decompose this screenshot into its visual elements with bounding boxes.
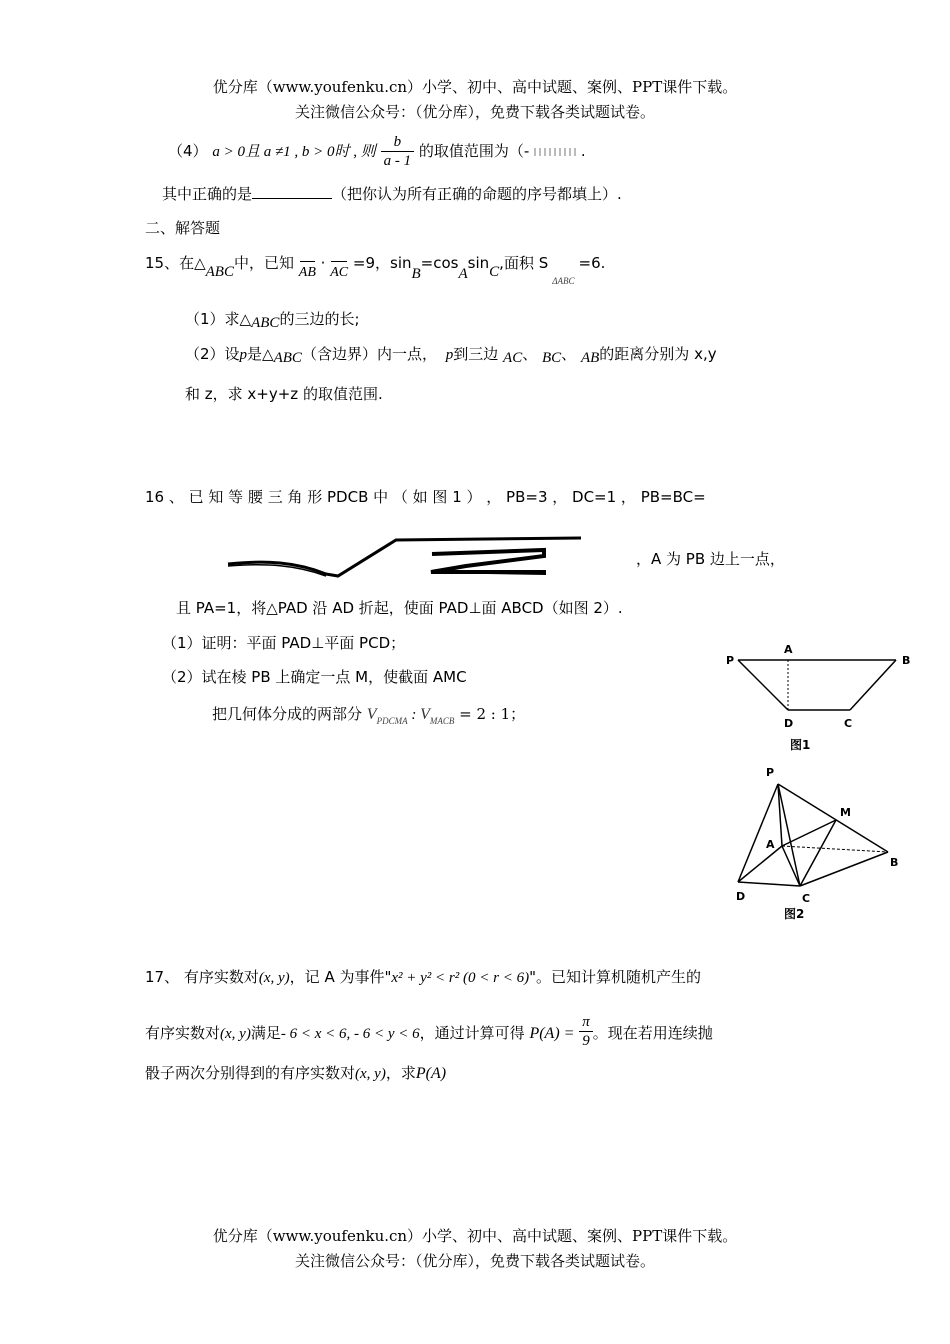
q15-part2-text4: 的距离分别为 x,y — [599, 345, 717, 363]
volume-v2: V — [420, 706, 430, 723]
triangle-abc: ABC — [273, 350, 302, 366]
angle-c: C — [489, 264, 500, 280]
q17-text9: ，求 — [385, 1064, 416, 1082]
fig2-label-m: M — [840, 806, 851, 819]
fraction-numerator: π — [579, 1013, 593, 1032]
q16-line1: 16 、 已 知 等 腰 三 角 形 PDCB 中 （ 如 图 1 ） ， PB=3 ， DC=1 ， PB=BC= — [145, 488, 706, 506]
side-bc: BC — [542, 350, 562, 366]
angle-a: A — [458, 266, 468, 282]
fig2-label-a: A — [766, 838, 775, 851]
fill-prefix: 其中正确的是 — [162, 185, 253, 203]
q17-text8: 骰子两次分别得到的有序实数对 — [145, 1064, 356, 1082]
range-condition: - 6 < x < 6, - 6 < y < 6 — [280, 1026, 420, 1042]
q15-part2-text2: （含边界）内一点， — [301, 345, 437, 363]
fig2-label-p: P — [766, 766, 775, 779]
fraction-denominator: a - 1 — [383, 153, 412, 169]
q15-part2-label: （2）设 — [185, 345, 240, 363]
q15-part1-text: 的三边的长; — [279, 310, 360, 328]
probability-expr: P(A) = — [529, 1025, 575, 1042]
ratio-colon: : — [407, 707, 421, 723]
ratio-value: = 2 : 1 — [454, 705, 511, 723]
fill-blank-line — [162, 183, 622, 204]
q17-line1 — [145, 966, 701, 987]
section-heading: 二、解答题 — [145, 219, 221, 237]
angle-b: B — [411, 266, 421, 282]
q16-part2: （2）试在棱 PB 上确定一点 M，使截面 AMC — [162, 668, 467, 686]
q14-part4-tail: 的取值范围为（- — [418, 142, 530, 160]
fraction-denominator: 9 — [582, 1033, 590, 1049]
q15-area-value: =6. — [578, 254, 606, 272]
separator: 、 — [561, 345, 577, 363]
area-subscript: ΔABC — [552, 276, 575, 286]
fig1-label-d: D — [784, 717, 794, 730]
q17-text3: "。已知计算机随机产生的 — [529, 968, 701, 986]
q15-eq2: =cos — [420, 254, 459, 272]
pi-over-9 — [579, 1013, 593, 1050]
fig2-label-b: B — [890, 856, 899, 869]
fill-suffix: （把你认为所有正确的命题的序号都填上）. — [332, 185, 622, 203]
fig1-label-b: B — [902, 654, 911, 667]
faded-range-glyph — [534, 148, 576, 156]
ratio-end: ； — [510, 705, 526, 723]
q14-part4-label: （4） — [168, 142, 208, 160]
fig2-caption: 图2 — [784, 907, 805, 921]
q16-part2-cont — [212, 703, 525, 724]
q14-part4-fraction — [381, 133, 415, 170]
q16-line3: 且 PA=1，将△PAD 沿 AD 折起，使面 PAD⊥面 ABCD（如图 2）. — [176, 599, 623, 617]
q16-line2-tail: ，A 为 PB 边上一点， — [636, 550, 785, 568]
page-footer-line1: 优分库（www.youfenku.cn）小学、初中、高中试题、案例、PPT课件下载。 — [212, 1227, 738, 1245]
q17-text6: ，通过计算可得 — [419, 1024, 525, 1042]
triangle-abc: ABC — [251, 315, 280, 331]
page-footer-line2: 关注微信公众号：（优分库），免费下载各类试题试卷。 — [294, 1252, 655, 1270]
fig1-label-a: A — [784, 643, 793, 656]
q17-line3 — [145, 1062, 446, 1083]
point-p: p — [445, 347, 454, 363]
q17-line2 — [145, 1015, 713, 1052]
q17-text7: 。现在若用连续抛 — [592, 1024, 713, 1042]
q15-area: ,面积 S — [499, 254, 549, 272]
probability-expr: P(A) — [415, 1065, 447, 1082]
q17-text4: 有序实数对 — [145, 1024, 221, 1042]
fig2-label-d: D — [736, 890, 746, 903]
q15-text: 中，已知 — [233, 254, 294, 272]
vector-ac: AC — [330, 265, 349, 280]
q15-eq1: =9，sin — [352, 254, 412, 272]
answer-blank[interactable] — [252, 184, 332, 199]
figure-2 — [728, 762, 918, 927]
triangle-abc: ABC — [205, 264, 234, 280]
volume-sub1: PDCMA — [376, 716, 408, 726]
volume-sub2: MACB — [429, 716, 455, 726]
q15-part2 — [185, 343, 717, 364]
fig2-label-c: C — [802, 892, 811, 905]
q17-text2: ，记 A 为事件" — [289, 968, 392, 986]
volume-v1: V — [366, 706, 377, 723]
ordered-pair: (x, y) — [258, 970, 290, 986]
q15-part1 — [185, 308, 360, 329]
q14-part4 — [168, 133, 586, 170]
q15-part2-cont: 和 z，求 x+y+z 的取值范围. — [185, 385, 383, 403]
figure-1 — [720, 638, 920, 758]
q15-sin: sin — [467, 254, 490, 272]
sqrt2-image — [226, 532, 586, 580]
fig1-label-c: C — [844, 717, 853, 730]
vector-ab: AB — [298, 265, 316, 280]
page-header-line2: 关注微信公众号：（优分库），免费下载各类试题试卷。 — [294, 103, 655, 121]
side-ab: AB — [580, 350, 600, 366]
event-condition: x² + y² < r² (0 < r < 6) — [391, 970, 530, 986]
q14-part4-condition: a > 0且 a ≠1 , b > 0时 , 则 — [212, 144, 376, 160]
point-p: p — [239, 347, 248, 363]
fig1-label-p: P — [726, 654, 735, 667]
separator: 、 — [522, 345, 538, 363]
q15-number: 15、在△ — [145, 254, 206, 272]
fraction-numerator: b — [381, 133, 415, 152]
page-header-line1: 优分库（www.youfenku.cn）小学、初中、高中试题、案例、PPT课件下载。 — [212, 78, 738, 96]
ordered-pair: (x, y) — [220, 1026, 251, 1042]
dot-product: · — [320, 254, 326, 272]
q17-text1: 17、 有序实数对 — [145, 968, 259, 986]
q15-part2-text: 是△ — [247, 345, 274, 363]
q14-part4-end: . — [580, 142, 586, 160]
ordered-pair: (x, y) — [355, 1066, 386, 1082]
q16-part1: （1）证明：平面 PAD⊥平面 PCD； — [162, 634, 406, 652]
q15-part1-label: （1）求△ — [185, 310, 252, 328]
fig1-caption: 图1 — [790, 738, 811, 752]
q16-part2-text: 把几何体分成的两部分 — [212, 705, 363, 723]
q17-text5: 满足 — [250, 1024, 281, 1042]
side-ac: AC — [503, 350, 523, 366]
q15-part2-text3: 到三边 — [453, 345, 499, 363]
